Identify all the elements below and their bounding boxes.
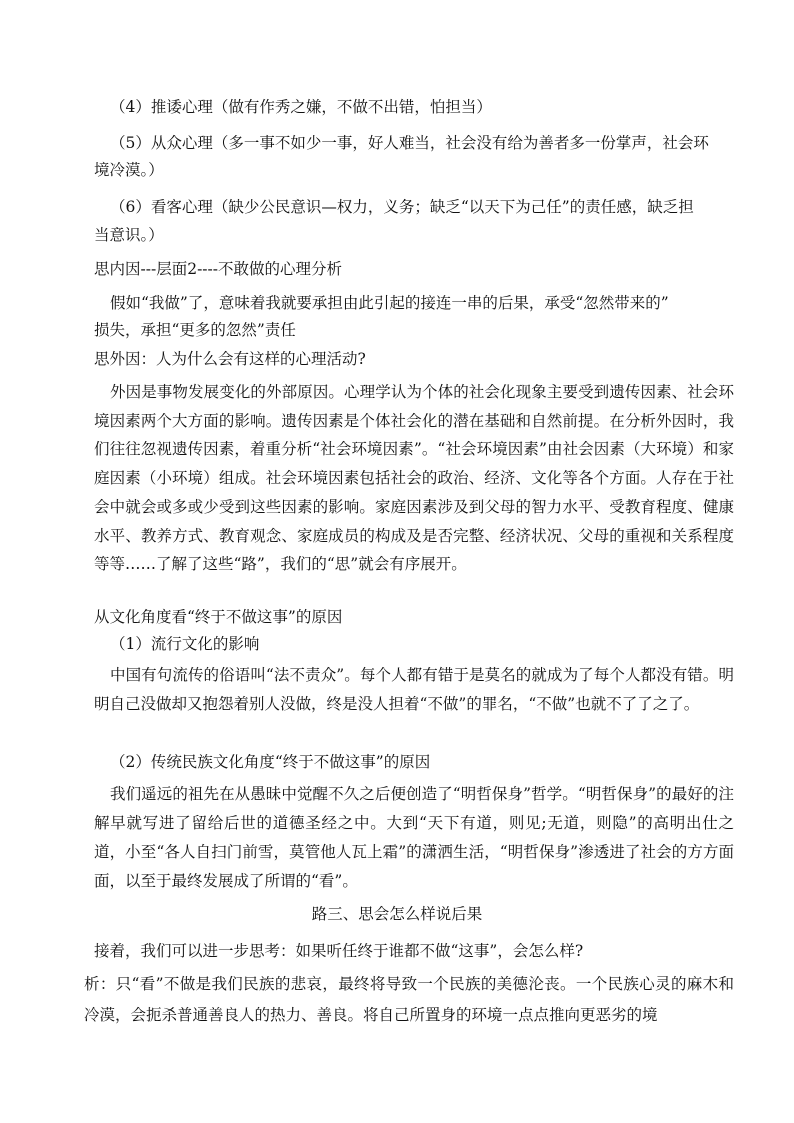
text-line: （4）推诿心理（做有作秀之嫌，不做不出错，怕担当） xyxy=(110,98,492,116)
text-line: （1）流行文化的影响 xyxy=(110,635,260,653)
text-line: 假如“我做”了，意味着我就要承担由此引起的接连一串的后果，承受“忽然带来的” xyxy=(110,294,669,312)
text-line: 损失，承担“更多的忽然”责任 xyxy=(94,321,296,339)
section-subheading: 思内因---层面2----不敢做的心理分析 xyxy=(94,260,343,278)
text-line: （6）看客心理（缺少公民意识—权力，义务；缺乏“以天下为己任”的责任感，缺乏担 xyxy=(110,198,694,216)
paragraph: 外因是事物发展变化的外部原因。心理学认为个体的社会化现象主要受到遗传因素、社会环境因素两个大方面的影响。遗传因素是个体社会化的潜在基础和自然前提。在分析外因时，我们往往忽视遗传因素，着重分析“社会环境因素”。“社会环境因素”由社会因素（大环境）和家庭因素（小环境）组成。社会环境因素包括社会的政治、经济、文化等各个方面。人存在于社会中就会或多或少受到这些因素的影响。家庭因素涉及到父母的智力水平、受教育程度、健康水平、教养方式、教育观念、家庭成员的构成及是否完整、经济状况、父母的重视和关系程度等等……了解了这些“路”，我们的“思”就会有序展开。 xyxy=(94,383,734,574)
text-line: 当意识。） xyxy=(94,226,164,244)
paragraph: 我们遥远的祖先在从愚昧中觉醒不久之后便创造了“明哲保身”哲学。“明哲保身”的最好的注解早就写进了留给后世的道德圣经之中。大到“天下有道，则见;无道，则隐”的高明出仕之道，小至“各人自扫门前雪，莫管他人瓦上霜”的潇洒生活，“明哲保身”渗透进了社会的方方面面，以至于最终发展成了所谓的“看”。 xyxy=(94,785,734,890)
text-line: （5）从众心理（多一事不如少一事，好人难当，社会没有给为善者多一份掌声，社会环 xyxy=(110,134,709,152)
text-line: （2）传统民族文化角度“终于不做这事”的原因 xyxy=(110,753,431,771)
paragraph: 中国有句流传的俗语叫“法不责众”。每个人都有错于是莫名的就成为了每个人都没有错。明明自己没做却又抱怨着别人没做，终是没人担着“不做”的罪名，“不做”也就不了了之了。 xyxy=(94,666,734,713)
text-line: 接着，我们可以进一步思考：如果听任终于谁都不做“这事”，会怎么样? xyxy=(94,942,584,960)
section-subheading: 思外因：人为什么会有这样的心理活动? xyxy=(94,350,366,368)
paragraph: 析：只“看”不做是我们民族的悲哀，最终将导致一个民族的美德沦丧。一个民族心灵的麻木和冷漠，会扼杀普通善良人的热力、善良。将自己所置身的环境一点点推向更恶劣的境 xyxy=(84,975,734,1024)
section-subheading: 从文化角度看“终于不做这事”的原因 xyxy=(94,608,343,626)
text-line: 境冷漠。） xyxy=(94,161,164,179)
section-heading: 路三、思会怎么样说后果 xyxy=(311,905,483,923)
